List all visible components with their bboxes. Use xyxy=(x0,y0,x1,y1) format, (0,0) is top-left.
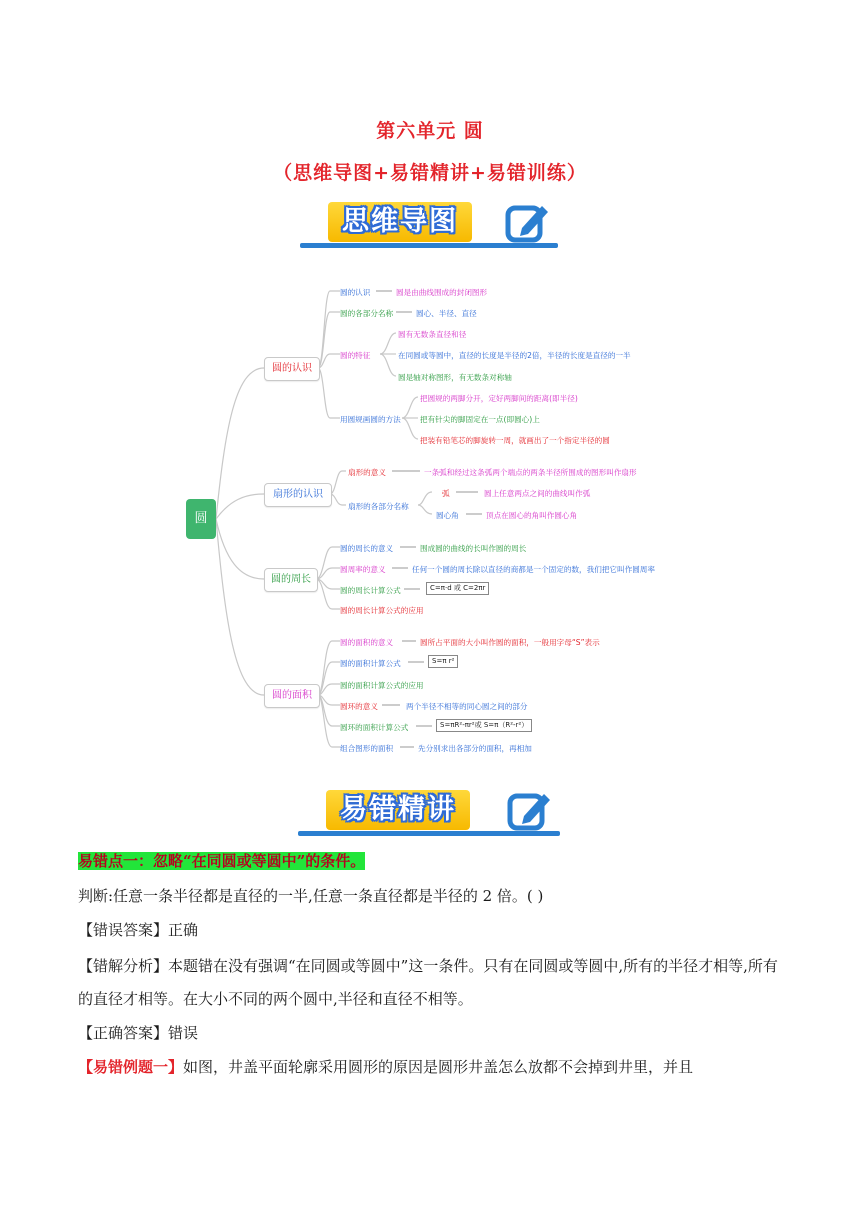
mm-b4-v1: 圆所占平面的大小叫作圆的面积，一般用字母“S”表示 xyxy=(420,638,600,647)
example-label: 【易错例题一】 xyxy=(78,1058,184,1076)
mm-b3-k2: 圆周率的意义 xyxy=(340,565,386,574)
mm-b4-v6: 先分别求出各部分的面积，再相加 xyxy=(418,744,532,753)
mm-b3-v1: 围成圆的曲线的长叫作圆的周长 xyxy=(420,544,527,553)
mm-b4-k4: 圆环的意义 xyxy=(340,702,378,711)
analysis-text: 本题错在没有强调“在同圆或等圆中”这一条件。只有在同圆或等圆中,所有的半径才相等,所有的直径才相等。在大小不同的两个圆中,半径和直径不相等。 xyxy=(78,957,778,1008)
correct-answer-line xyxy=(78,1017,788,1050)
mm-b3-formula: C=π·d 或 C=2πr xyxy=(426,582,489,595)
wrong-answer-value: 正确 xyxy=(168,921,199,939)
mm-b4-formula2: S=πR²-πr²或 S=π（R²-r²） xyxy=(436,719,532,732)
example-text: 如图，井盖平面轮廓采用圆形的原因是圆形井盖怎么放都不会掉到井里，并且 xyxy=(183,1058,694,1076)
mm-b4-formula1: S=π r² xyxy=(428,655,458,668)
mm-b2-s2v: 顶点在圆心的角叫作圆心角 xyxy=(486,511,578,520)
lecture-banner xyxy=(298,790,560,840)
mindmap-node-sector: 扇形的认识 xyxy=(264,483,332,507)
mm-b2-k2: 扇形的各部分名称 xyxy=(348,502,409,511)
mm-b4-k6: 组合图形的面积 xyxy=(340,744,394,753)
mindmap-node-area: 圆的面积 xyxy=(264,684,320,708)
mm-b1-v3b: 在同圆或等圆中，直径的长度是半径的2倍，半径的长度是直径的一半 xyxy=(398,351,631,360)
mm-b1-v1: 圆是由曲线围成的封闭图形 xyxy=(396,288,488,297)
page-title: 第六单元 圆 xyxy=(376,120,484,142)
mm-b1-v4c: 把装有铅笔芯的脚旋转一周，就画出了一个指定半径的圆 xyxy=(420,436,610,445)
mm-b4-k1: 圆的面积的意义 xyxy=(340,638,394,647)
question-text: 判断:任意一条半径都是直径的一半,任意一条直径都是半径的 2 倍。( ) xyxy=(78,887,544,905)
error-point-heading xyxy=(78,846,788,876)
mm-b1-v4a: 把圆规的两脚分开，定好两脚间的距离(即半径) xyxy=(420,394,578,403)
mindmap-node-circle-intro: 圆的认识 xyxy=(264,357,320,381)
banner-title: 思维导图 xyxy=(328,202,472,242)
page-subtitle: （思维导图+易错精讲+易错训练） xyxy=(273,162,587,184)
wrong-answer-line xyxy=(78,914,788,947)
edit-icon xyxy=(506,786,554,834)
mm-b3-k1: 圆的周长的意义 xyxy=(340,544,394,553)
mm-b2-v1: 一条弧和经过这条弧两个端点的两条半径所围成的图形叫作扇形 xyxy=(424,468,637,477)
mm-b4-v4: 两个半径不相等的同心圆之间的部分 xyxy=(406,702,528,711)
mm-b1-v2: 圆心、半径、直径 xyxy=(416,309,477,318)
analysis-label: 【错解分析】 xyxy=(78,957,169,975)
mindmap-node-circumference: 圆的周长 xyxy=(264,568,318,592)
banner-title: 易错精讲 xyxy=(326,790,470,830)
mindmap-root: 圆 xyxy=(186,499,216,539)
mm-b4-k3: 圆的面积计算公式的应用 xyxy=(340,681,424,690)
mm-b1-k4: 用圆规画圆的方法 xyxy=(340,415,401,424)
mm-b2-s2: 圆心角 xyxy=(436,511,459,520)
analysis-paragraph xyxy=(78,950,788,1016)
wrong-answer-label: 【错误答案】 xyxy=(78,921,169,939)
mm-b1-k3: 圆的特征 xyxy=(340,351,371,360)
mm-b3-k4: 圆的周长计算公式的应用 xyxy=(340,606,424,615)
mm-b2-s1v: 圆上任意两点之间的曲线叫作弧 xyxy=(484,489,591,498)
mm-b4-k5: 圆环的面积计算公式 xyxy=(340,723,409,732)
correct-answer-label: 【正确答案】 xyxy=(78,1024,169,1042)
mm-b2-k1: 扇形的意义 xyxy=(348,468,386,477)
mm-b4-k2: 圆的面积计算公式 xyxy=(340,659,401,668)
error-point-highlight: 易错点一：忽略“在同圆或等圆中”的条件。 xyxy=(78,852,366,870)
mm-b1-v3c: 圆是轴对称图形，有无数条对称轴 xyxy=(398,373,512,382)
example-paragraph xyxy=(78,1051,788,1084)
mm-b1-v4b: 把有针尖的脚固定在一点(即圆心)上 xyxy=(420,415,540,424)
mm-b2-s1: 弧 xyxy=(442,489,450,498)
correct-answer-value: 错误 xyxy=(168,1024,199,1042)
mm-b3-v2: 任何一个圆的周长除以直径的商都是一个固定的数，我们把它叫作圆周率 xyxy=(412,565,655,574)
mm-b3-k3: 圆的周长计算公式 xyxy=(340,586,401,595)
mm-b1-k1: 圆的认识 xyxy=(340,288,371,297)
mm-b1-v3a: 圆有无数条直径和径 xyxy=(398,330,467,339)
mm-b1-k2: 圆的各部分名称 xyxy=(340,309,394,318)
